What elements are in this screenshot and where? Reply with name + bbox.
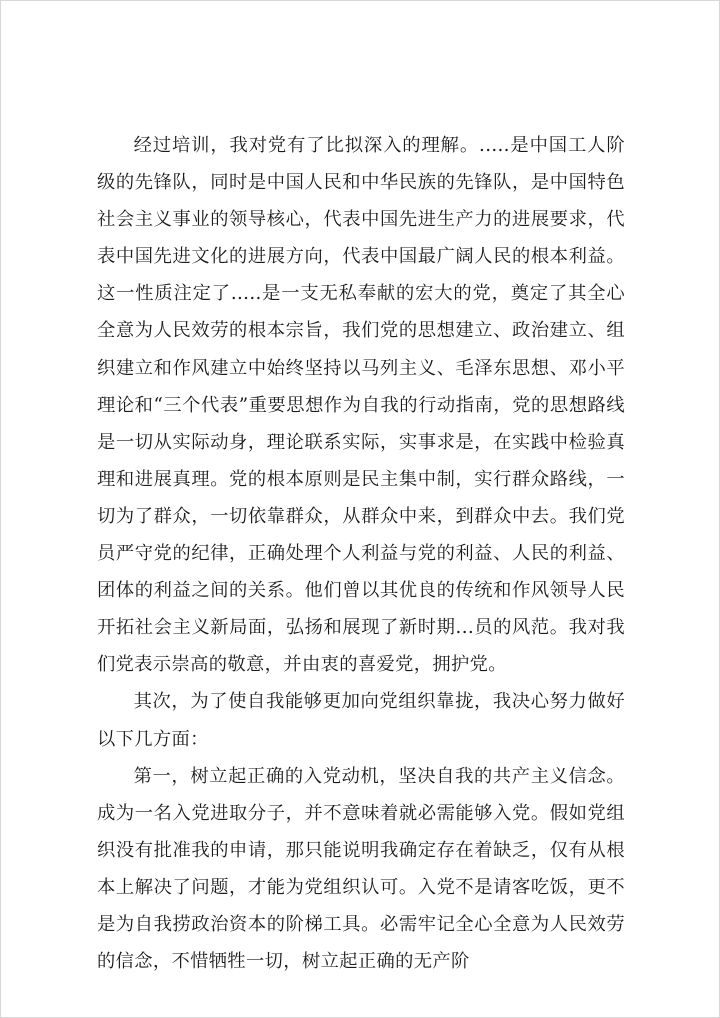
paragraph-resolution-intro: 其次，为了使自我能够更加向党组织靠拢，我决心努力做好以下几方面： xyxy=(97,691,625,750)
paragraph-first-point: 第一，树立起正确的入党动机，坚决自我的共产主义信念。成为一名入党进取分子，并不意味着就必需能够入党。假如党组织没有批准我的申请，那只能说明我确定存在着缺乏，仅有从根本上解决了问题，才能为党组织认可。入党不是请客吃饭，更不是为自我捞政治资本的阶梯工具。必需牢记全心全意为人民效劳的信念，不惜牺牲一切，树立起正确的无产阶 xyxy=(97,765,625,973)
document-body xyxy=(97,127,625,980)
paragraph-party-understanding: 经过培训，我对党有了比拟深入的理解。.....是中国工人阶级的先锋队，同时是中国人民和中华民族的先锋队，是中国特色社会主义事业的领导核心，代表中国先进生产力的进展要求，代表中国先进文化的进展方向，代表中国最广阔人民的根本利益。这一性质注定了.....是一支无私奉献的宏大的党，奠定了其全心全意为人民效劳的根本宗旨，我们党的思想建立、政治建立、组织建立和作风建立中始终坚持以马列主义、毛泽东思想、邓小平理论和“三个代表”重要思想作为自我的行动指南，党的思想路线是一切从实际动身，理论联系实际，实事求是，在实践中检验真理和进展真理。党的根本原则是民主集中制，实行群众路线，一切为了群众，一切依靠群众，从群众中来，到群众中去。我们党员严守党的纪律，正确处理个人利益与党的利益、人民的利益、团体的利益之间的关系。他们曾以其优良的传统和作风领导人民开拓社会主义新局面，弘扬和展现了新时期...员的风范。我对我们党表示崇高的敬意，并由衷的喜爱党，拥护党。 xyxy=(97,135,625,676)
